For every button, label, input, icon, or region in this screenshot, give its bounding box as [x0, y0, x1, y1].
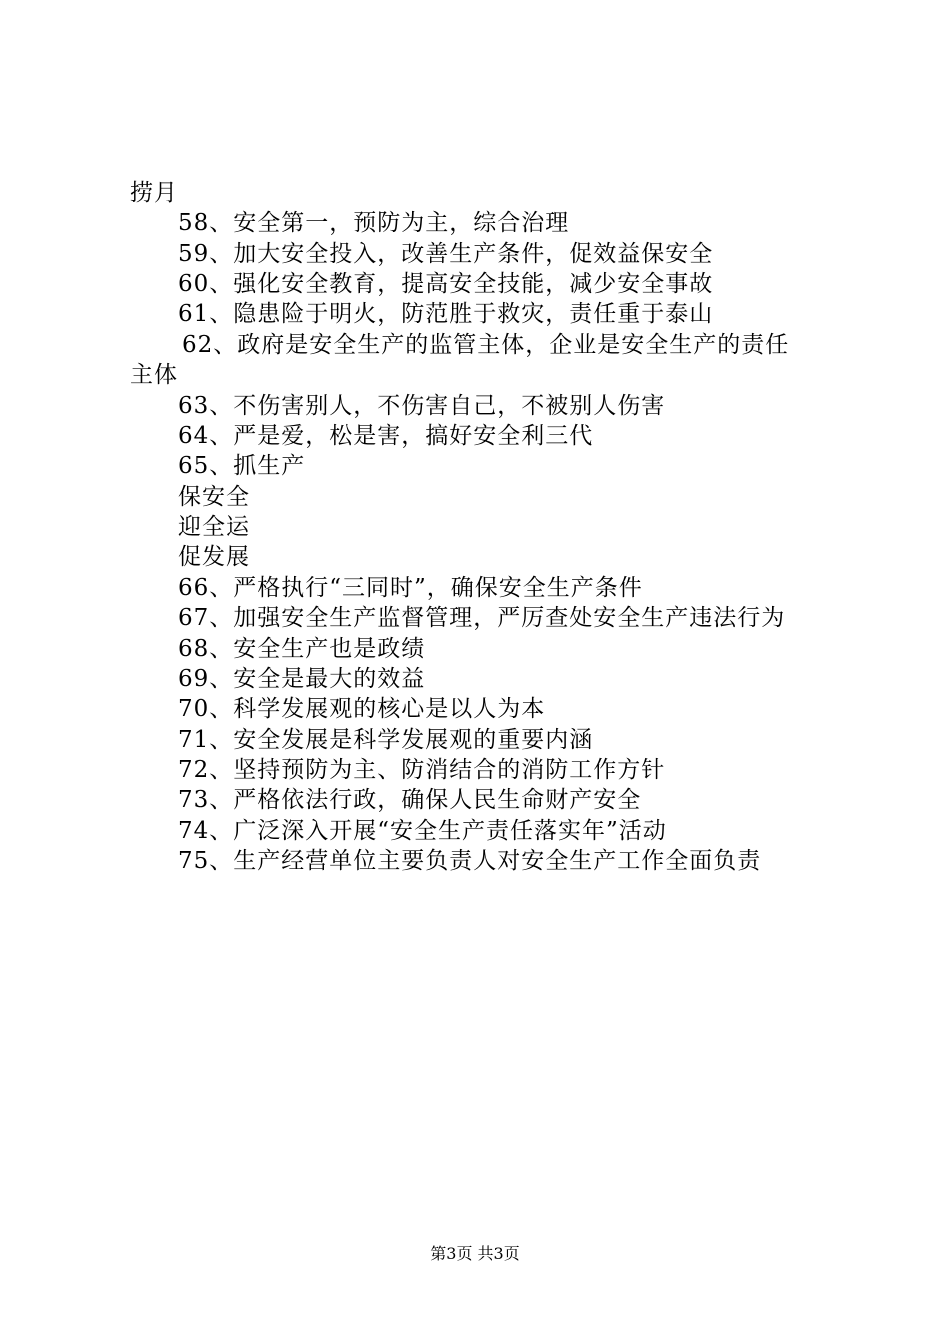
- text-line-75: 75、生产经营单位主要负责人对安全生产工作全面负责: [178, 848, 762, 874]
- text-line-58: 58、安全第一，预防为主，综合治理: [178, 210, 570, 236]
- text-line-62-cont: 主体: [130, 362, 178, 388]
- text-line-71: 71、安全发展是科学发展观的重要内涵: [178, 727, 594, 753]
- text-line-65-c: 迎全运: [178, 514, 250, 540]
- text-line-65: 65、抓生产: [178, 453, 306, 479]
- text-line-59: 59、加大安全投入，改善生产条件，促效益保安全: [178, 241, 714, 267]
- text-line-68: 68、安全生产也是政绩: [178, 636, 426, 662]
- text-line-66: 66、严格执行“三同时”，确保安全生产条件: [178, 575, 643, 601]
- text-line-73: 73、严格依法行政，确保人民生命财产安全: [178, 787, 642, 813]
- text-line-64: 64、严是爱，松是害，搞好安全利三代: [178, 423, 594, 449]
- text-line-62: 62、政府是安全生产的监管主体，企业是安全生产的责任: [182, 332, 790, 358]
- text-line-65-b: 保安全: [178, 484, 250, 510]
- text-line-1: 捞月: [130, 180, 178, 206]
- text-line-61: 61、隐患险于明火，防范胜于救灾，责任重于泰山: [178, 301, 714, 327]
- text-line-63: 63、不伤害别人，不伤害自己，不被别人伤害: [178, 393, 666, 419]
- text-line-69: 69、安全是最大的效益: [178, 666, 426, 692]
- text-line-70: 70、科学发展观的核心是以人为本: [178, 696, 546, 722]
- text-line-65-d: 促发展: [178, 544, 250, 570]
- text-line-67: 67、加强安全生产监督管理，严厉查处安全生产违法行为: [178, 605, 786, 631]
- text-line-72: 72、坚持预防为主、防消结合的消防工作方针: [178, 757, 666, 783]
- page-footer: 第3页 共3页: [430, 1244, 520, 1263]
- text-line-74: 74、广泛深入开展“安全生产责任落实年”活动: [178, 818, 667, 844]
- text-line-60: 60、强化安全教育，提高安全技能，减少安全事故: [178, 271, 714, 297]
